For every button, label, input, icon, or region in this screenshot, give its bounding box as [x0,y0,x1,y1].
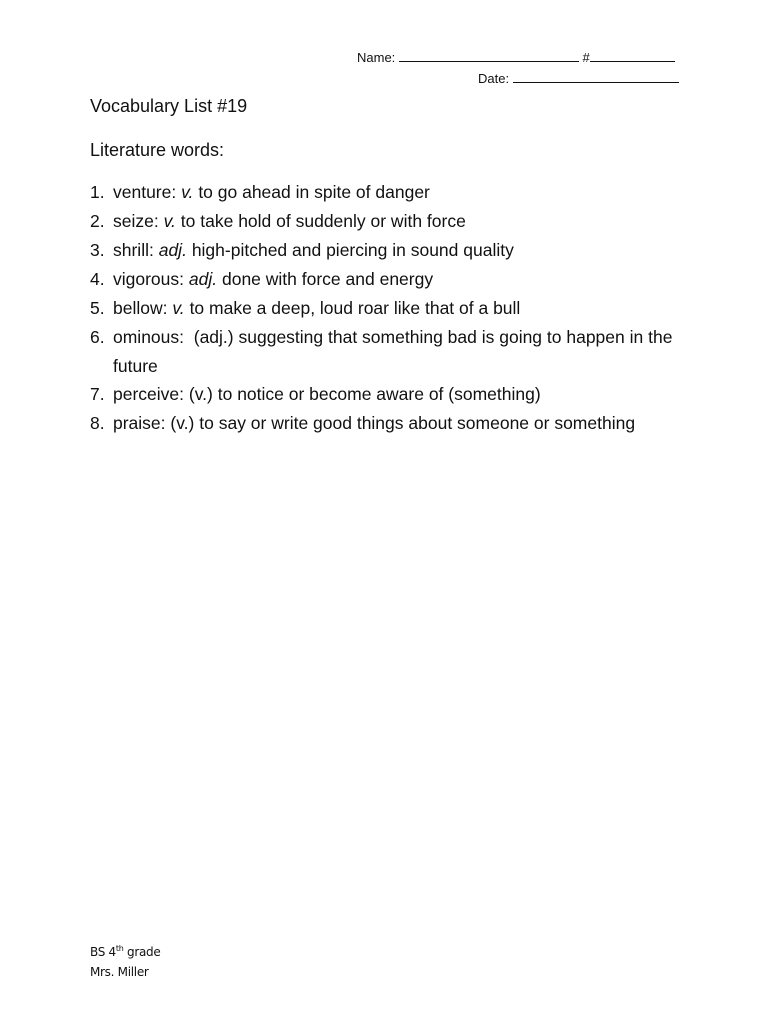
date-label: Date: [478,71,510,86]
vocab-word: venture: [113,182,177,202]
part-of-speech: v. [181,182,194,202]
number-blank[interactable] [590,49,675,62]
definition: to make a deep, loud roar like that of a bull [189,298,521,318]
definition: to notice or become aware of (something) [217,384,541,404]
list-item: 5. bellow: v. to make a deep, loud roar like that of a bull [90,298,521,318]
footer-grade: BS 4th grade [90,944,161,959]
part-of-speech: adj. [188,269,218,289]
part-of-speech: (v.) [170,413,195,433]
definition: suggesting that something bad is going to happen in the future [113,327,673,376]
name-label: Name: [357,50,396,65]
list-item: 2. seize: v. to take hold of suddenly or with force [90,211,466,231]
definition: high-pitched and piercing in sound quality [191,240,514,260]
part-of-speech: (adj.) [193,327,234,347]
number-label: # [582,50,590,65]
vocab-word: praise: [113,413,166,433]
definition: to say or write good things about someone or something [199,413,636,433]
name-field-row [357,49,675,65]
definition: to take hold of suddenly or with force [180,211,466,231]
list-item: 3. shrill: adj. high-pitched and piercing in sound quality [90,240,514,260]
list-item: 1. venture: v. to go ahead in spite of danger [90,182,430,202]
vocab-word: perceive: [113,384,185,404]
definition: done with force and energy [221,269,434,289]
list-item: 6. ominous: (adj.) suggesting that something bad is going to happen in the future [90,327,673,376]
vocab-word: shrill: [113,240,154,260]
part-of-speech: adj. [158,240,187,260]
part-of-speech: v. [163,211,176,231]
list-item: 4. vigorous: adj. done with force and energy [90,269,434,289]
vocab-word: ominous: [113,327,185,347]
date-blank[interactable] [513,70,679,83]
section-title: Literature words: [90,140,225,160]
list-item: 8. praise: (v.) to say or write good things about someone or something [90,413,636,433]
vocab-word: vigorous: [113,269,185,289]
footer-signature [90,939,160,982]
vocab-word: seize: [113,211,159,231]
footer-teacher: Mrs. Miller [90,965,149,979]
vocab-word: bellow: [113,298,168,318]
name-blank[interactable] [399,49,579,62]
date-field-row [478,70,679,86]
part-of-speech: (v.) [188,384,213,404]
page-title: Vocabulary List #19 [90,96,248,116]
list-item: 7. perceive: (v.) to notice or become aware of (something) [90,384,541,404]
vocabulary-list [90,178,690,438]
part-of-speech: v. [172,298,185,318]
definition: to go ahead in spite of danger [198,182,430,202]
